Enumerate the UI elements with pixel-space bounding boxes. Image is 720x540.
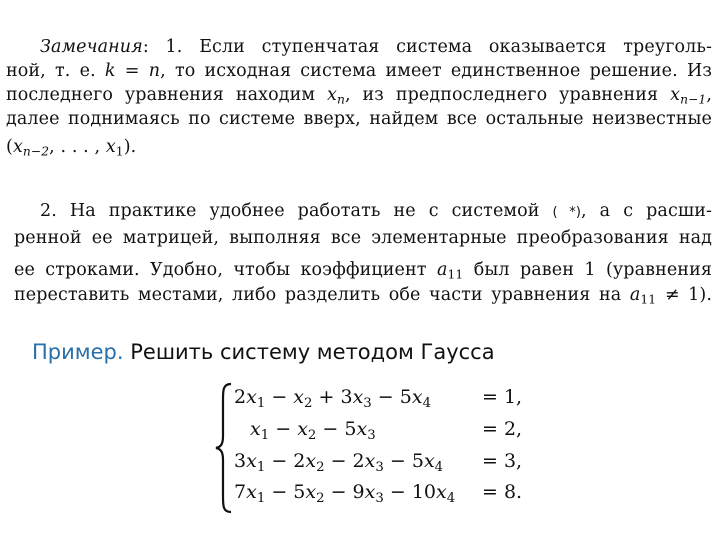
- remark-2-line-1: 2. На практике удобнее работать не с системой ( *), а с расши-: [40, 201, 712, 221]
- equation-lhs: [234, 481, 455, 506]
- equation-lhs: [250, 418, 376, 443]
- equation-term: − $2x_2$: [265, 450, 325, 475]
- equation-term: − $2x_3$: [324, 450, 384, 475]
- remark-2-line-4: переставить местами, либо разделить обе части уравнения на $a_{11} \ne 1$).: [14, 285, 712, 307]
- equation-row: [234, 386, 544, 416]
- equation-term: $x_2$: [293, 386, 313, 411]
- equation-row: [234, 418, 544, 448]
- equation-lhs: [234, 450, 443, 475]
- equation-rhs: = 8.: [482, 481, 523, 503]
- equation-term: − $5x_2$: [265, 481, 325, 506]
- remark-1-line-1: Замечания: 1. Если ступенчатая система оказывается треуголь-: [40, 37, 712, 57]
- operator: −: [269, 418, 298, 440]
- equation-term: − $9x_3$: [324, 481, 384, 506]
- equation-term: − $5x_3$: [316, 418, 376, 443]
- remark-1-line-4: далее поднимаясь по системе вверх, найдем все остальные неизвестные: [6, 109, 712, 129]
- remark-1-line-5: ($x_{n-2}$, . . . , $x_1$).: [6, 137, 137, 159]
- example-heading: [32, 340, 495, 364]
- equation-term: $2x_1$: [234, 386, 266, 411]
- example-text: Решить систему методом Гаусса: [130, 340, 495, 364]
- equation-term: − $5x_4$: [371, 386, 432, 411]
- equation-term: $x_2$: [297, 418, 317, 443]
- remark-2-line-2: ренной ее матрицей, выполняя все элементарные преобразования над: [14, 228, 712, 248]
- equation-term: − $5x_4$: [383, 450, 444, 475]
- equation-rhs: = 2,: [482, 418, 523, 440]
- equation-lhs: [234, 386, 431, 411]
- remark-1-line-2: ной, т. е. k = n, то исходная система имеет единственное решение. Из: [6, 61, 712, 81]
- left-brace: [214, 382, 234, 514]
- equation-row: [234, 450, 544, 480]
- equation-rhs: = 3,: [482, 450, 523, 472]
- equation-rhs: = 1,: [482, 386, 523, 408]
- equation-term: + $3x_3$: [312, 386, 372, 411]
- equation-term: $3x_1$: [234, 450, 266, 475]
- remark-2-line-3: ее строками. Удобно, чтобы коэффициент $a_{11}$ был равен 1 (уравнения: [14, 260, 712, 282]
- remark-1-line-3: последнего уравнения находим $x_n$, из предпоследнего уравнения $x_{n-1}$,: [6, 85, 712, 107]
- equation-system: [214, 382, 544, 514]
- operator: −: [265, 386, 294, 408]
- equation-row: [234, 481, 544, 511]
- equation-term: $x_1$: [250, 418, 270, 443]
- equation-term: $7x_1$: [234, 481, 266, 506]
- equation-term: − $10x_4$: [383, 481, 456, 506]
- remark-title: Замечания: [40, 37, 143, 57]
- example-label: Пример.: [32, 340, 124, 364]
